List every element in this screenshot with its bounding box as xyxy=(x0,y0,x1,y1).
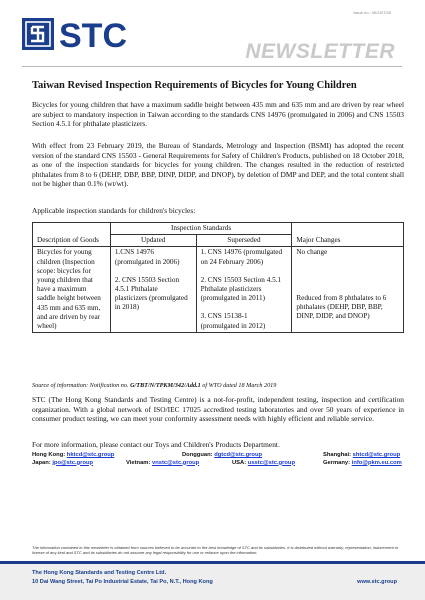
email-link-shanghai[interactable]: shtcd@stc.group xyxy=(352,452,401,458)
disclaimer-text: The information contained in this newsletter is obtained from sources believed to be accurate to the best knowledge of STC and its subsidiaries. It is distributed without warranty, representation, inducement or license of any kind and STC and its subsidiaries do not assume any legal responsibility for use or reliance upon the information. xyxy=(32,545,399,555)
applicable-standards-intro: Applicable inspection standards for children's bicycles: xyxy=(32,206,196,215)
stc-logo xyxy=(22,17,142,51)
header-major-spacer xyxy=(292,223,404,235)
cell-major-changes xyxy=(292,247,404,333)
major-change-2: Reduced from 8 phthalates to 6 phthalates (DEHP, DBP, BBP, DINP, DIDP, and DNOP) xyxy=(296,293,387,321)
about-paragraph: STC (The Hong Kong Standards and Testing Centre) is a not-for-profit, independent testing, inspection and certification organization. With a global network of ISO/IEC 17025 accredited testing laboratories and over 50 years of experience in consumer product testing, we can meet your conformity assessment needs with highly efficient and reliable service. xyxy=(32,395,404,424)
contact-list xyxy=(32,452,404,467)
footer-website-link[interactable]: www.stc.group xyxy=(357,579,397,585)
contact-shanghai: Shanghai: shtcd@stc.group xyxy=(323,452,401,458)
contact-usa: USA: usstc@stc.group xyxy=(232,459,296,466)
issue-number: Issue no.: 06/19/TCB xyxy=(353,10,391,15)
article-title: Taiwan Revised Inspection Requirements of Bicycles for Young Children xyxy=(32,80,357,91)
source-notification: G/TBT/N/TPKM/342/Add.1 xyxy=(130,382,201,389)
superseded-standard-2: 2. CNS 15503 Section 4.5.1 Phthalate plasticizers (promulgated in 2011) xyxy=(200,275,282,303)
contact-vietnam: Vietnam: vnstc@stc.group xyxy=(126,459,200,466)
email-link-japan[interactable]: jpo@stc.group xyxy=(52,459,94,466)
contact-row xyxy=(32,460,404,468)
email-link-germany[interactable]: info@pkm.eu.com xyxy=(351,459,402,466)
contact-japan: Japan: jpo@stc.group xyxy=(32,459,94,466)
superseded-standard-1: 1. CNS 14976 (promulgated on 24 February 2006) xyxy=(200,248,283,266)
contact-germany: Germany: info@pkm.eu.com xyxy=(323,459,402,466)
effect-paragraph: With effect from 23 February 2019, the Bureau of Standards, Metrology and Inspection (BSMI) has adopted the recent version of the standard CNS 15503 - General Requirements for Safety of Children's Products, published on 18 October 2018, as one of the inspection standards for bicycles for young children. The changes resulted in the reduction of restricted phthalates from 8 to 6 (DEHP, DBP, BBP, DINP, DIDP, and DNOP), by deletion of DMP and DEP, and the total content shall not be higher than 0.1% (wt/wt). xyxy=(32,141,404,189)
email-link-hong-kong[interactable]: hktcd@stc.group xyxy=(66,452,115,458)
contact-hong-kong: Hong Kong: hktcd@stc.group xyxy=(32,452,115,458)
svg-text:STC: STC xyxy=(59,17,127,51)
table-header-row-1 xyxy=(33,223,404,235)
footer-bar xyxy=(0,561,425,600)
contact-dongguan: Dongguan: dgtcd@stc.group xyxy=(182,452,263,458)
source-prefix: Source of information: Notification no. xyxy=(32,382,129,389)
inspection-standards-table xyxy=(32,222,404,333)
footer-company-name: The Hong Kong Standards and Testing Centre Ltd. xyxy=(32,570,167,576)
major-change-1: No change xyxy=(296,248,328,257)
header-divider xyxy=(22,66,402,67)
table-row xyxy=(33,247,404,333)
footer-address: 10 Dai Wang Street, Tai Po Industrial Estate, Tai Po, N.T., Hong Kong xyxy=(32,579,213,585)
email-link-usa[interactable]: usstc@stc.group xyxy=(247,459,296,466)
header-superseded: Superseded xyxy=(196,235,292,247)
header-updated: Updated xyxy=(110,235,196,247)
header-major-changes: Major Changes xyxy=(292,235,404,247)
newsletter-label: NEWSLETTER xyxy=(245,40,395,63)
cell-description: Bicycles for young children (Inspection scope: bicycles for young children that have a maximum saddle height between 435 mm and 635 mm, and are driven by rear wheel) xyxy=(33,247,111,333)
updated-standard-2: 2. CNS 15503 Section 4.5.1 Phthalate plasticizers (promulgated in 2018) xyxy=(114,275,188,312)
more-info-text: For more information, please contact our Toys and Children's Products Department. xyxy=(32,440,280,449)
email-link-vietnam[interactable]: vnstc@stc.group xyxy=(152,459,200,466)
header-description: Description of Goods xyxy=(33,235,111,247)
email-link-dongguan[interactable]: dgtcd@stc.group xyxy=(214,452,263,458)
header-inspection-standards: Inspection Standards xyxy=(110,223,292,235)
source-note xyxy=(32,382,276,389)
updated-standard-1: 1.CNS 14976 (promulgated in 2006) xyxy=(114,248,180,266)
superseded-standard-3: 3. CNS 15138-1 (promulgated in 2012) xyxy=(200,312,266,330)
source-suffix: of WTO dated 18 March 2019 xyxy=(202,382,277,389)
intro-paragraph: Bicycles for young children that have a maximum saddle height between 435 mm and 635 mm and are driven by rear wheel are subject to mandatory inspection in Taiwan according to the standards CNS 14976 (promulgated in 2006) and CNS 15503 Section 4.5.1 for phthalate plasticizers. xyxy=(32,100,404,129)
cell-superseded xyxy=(196,247,292,333)
newsletter-header xyxy=(0,0,425,70)
table-header-row-2 xyxy=(33,235,404,247)
cell-updated xyxy=(110,247,196,333)
contact-row xyxy=(32,452,404,460)
header-description-spacer xyxy=(33,223,111,235)
